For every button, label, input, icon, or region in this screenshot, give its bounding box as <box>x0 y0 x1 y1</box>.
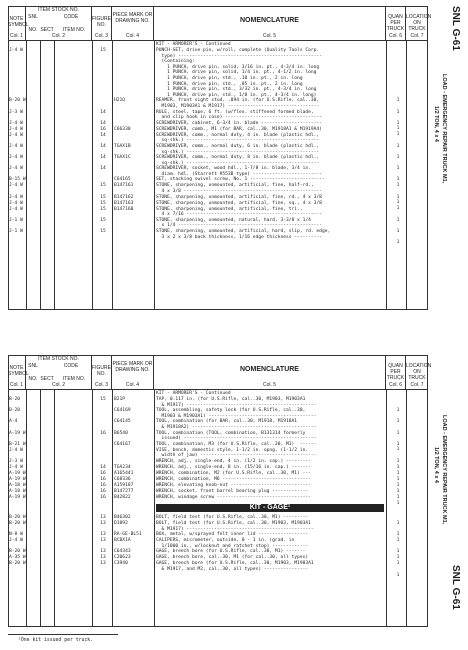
quantity: 1 <box>396 470 400 476</box>
nomenclature: STONE, sharpening, unmounted, artificial, fine, sq., 4 x 3/8 <box>156 200 322 206</box>
header-text: FIGURE NO. <box>92 365 111 377</box>
note-symbol: J-4 W <box>9 132 23 138</box>
quantity: 1 <box>396 430 400 436</box>
quantity: 1 <box>396 537 400 543</box>
figure-number: 13 <box>100 538 106 544</box>
quantity: 1 <box>396 200 400 206</box>
piece-mark: C64165 <box>114 177 131 183</box>
piece-mark: A159187 <box>114 482 134 488</box>
snl-number: SNL G-61 <box>450 6 461 51</box>
col-label: Col. 3 <box>94 382 109 388</box>
side-title-line: LOAD - EMERGENCY REPAIR TRUCK M1, <box>441 74 447 184</box>
nomenclature: WRENCH, socket, front barrel bearing plug ------------- <box>156 488 309 494</box>
header-text: FIGURE NO. <box>92 16 111 28</box>
parts-list <box>8 42 428 246</box>
figure-number: 16 <box>100 470 106 476</box>
quantity: 1 <box>396 183 400 189</box>
nomenclature: SCREWDRIVER, comm., normal duty, 4 in. blade (plastic hdl., sq-shk.) ------------------------------------------------ <box>156 132 320 144</box>
nomenclature: TOOL, assembling, safety lock (for U.S.Rifle, cal..30, M1903 & M1903A1) --------------------------------------- <box>156 408 317 419</box>
nomenclature: WRENCH, adj., single-end, 8 in. (15/16 in. cap.) ------- <box>156 464 311 470</box>
header-text: NO. <box>28 376 38 382</box>
header-text: CODE <box>63 14 79 20</box>
nomenclature: BOLT, field test (for U.S.Rifle, cal..30, M1) --------- <box>156 514 309 520</box>
upper-page <box>8 6 432 310</box>
figure-number: 15 <box>100 206 106 212</box>
quantity: 1 <box>396 572 400 578</box>
header-text: ITEM STOCK NO. <box>38 7 79 13</box>
column-header <box>8 6 432 41</box>
note-symbol: B-20 W <box>9 561 26 567</box>
nomenclature: GAGE, breech bore (for U.S.Rifle, cal..30, M1903, M1903A1 & M1917, and M2, cal..30, all types) ---------------- <box>156 561 314 572</box>
lower-side-title <box>432 355 464 627</box>
col-label: Col. 2 <box>51 33 66 39</box>
col-label: Col. 4 <box>125 382 140 388</box>
piece-mark: D1892 <box>114 520 128 526</box>
nomenclature: VISE, bench, domestic style, 1-1/2 in. opng. (1-1/2 in. width of jaw) ------------------------------------------ <box>156 447 317 459</box>
piece-mark: C66338 <box>114 126 131 132</box>
col-label: Col. 7 <box>410 33 424 39</box>
nomenclature: WRENCH, adj., single-end, 4 in. (1/2 in. cap.) --------- <box>156 458 311 464</box>
nomenclature: SCREWDRIVER, comm., normal duty, 6 in. blade (plastic hdl., sq-shk.) ------------------------------------------------ <box>156 143 320 155</box>
nomenclature: CALIPERS, micrometer, outside, 0 - 1 in. (grad. in 1/1000 in., w/locknut and ratchet stop) ------------- <box>156 538 309 549</box>
figure-number: 14 <box>100 155 106 161</box>
piece-mark: C68336 <box>114 476 131 482</box>
nomenclature: STONE, sharpening, unmounted, artificial, fine, half-rd., 4 x 3/8 -------------------------------------------------- <box>156 183 322 195</box>
piece-mark: B6540 <box>114 430 128 436</box>
figure-number: 16 <box>100 126 106 132</box>
nomenclature: TOOL, combination (TOOL, combination, B131314 formerly issued) ------------------------------------------------ <box>156 430 317 442</box>
footnote: ¹One kit issued per truck. <box>18 638 94 643</box>
figure-number: 15 <box>100 397 106 402</box>
column-header <box>8 355 432 390</box>
nomenclature: STONE, sharpening, unmounted, artificial, fine, tri., 4 x 7/16 ------------------------------------------------- <box>156 206 322 218</box>
col-label: Col. 6 <box>388 382 403 388</box>
figure-number: 16 <box>100 494 106 500</box>
note-symbol: B-20 <box>9 397 21 402</box>
figure-number: 13 <box>100 514 106 520</box>
nomenclature: SCREWDRIVER, comm., normal duty, 8 in. blade (plastic hdl., sq-shk.) ------------------------------------------------ <box>156 155 320 166</box>
header-text: ITEM NO. <box>62 27 86 33</box>
note-symbol: N-8 W <box>9 532 23 538</box>
header-text: PIECE MARK OR DRAWING NO. <box>112 12 153 24</box>
quantity: 1 <box>396 447 400 453</box>
quantity: 1 <box>396 532 400 538</box>
note-symbol: J-4 W <box>9 120 23 126</box>
side-title-line: 1/2 TON, 4 x 4 <box>433 106 439 142</box>
quantity: 1 <box>396 500 400 506</box>
piece-mark: C64145 <box>114 419 131 425</box>
piece-mark: B42822 <box>114 494 131 500</box>
figure-number: 15 <box>100 194 106 200</box>
quantity: 1 <box>396 155 400 161</box>
header-text: NO. <box>28 27 38 33</box>
col-label: Col. 2 <box>51 382 66 388</box>
header-text: QUAN PER TRUCK <box>386 363 405 381</box>
note-symbol: J-4 W <box>9 166 23 172</box>
nomenclature: GAGE, breech bore, cal..30, M1 (for cal..30, all types) <box>156 555 309 561</box>
figure-number: 13 <box>100 532 106 538</box>
note-symbol: J-4 W <box>9 206 23 212</box>
header-text: QUAN PER TRUCK <box>386 14 405 32</box>
quantity: 1 <box>396 520 400 526</box>
nomenclature: TAP, 0.117 in. (for U.S.Rifle, cal..30, M1903, M1903A1 & M1917) ----------------------------------------------- <box>156 397 317 408</box>
note-symbol: J-3 W <box>9 109 23 115</box>
item-stock-header <box>26 6 92 40</box>
piece-mark: B21P <box>114 397 126 402</box>
piece-mark: TGAX1B <box>114 143 131 149</box>
piece-mark: H21Q <box>114 98 126 104</box>
quantity: 1 <box>396 419 400 425</box>
kit-section-banner: KIT - GAGE¹ <box>156 504 384 512</box>
header-text: ITEM STOCK NO. <box>38 356 79 362</box>
footnote-rule <box>8 634 118 635</box>
nomenclature: BOX, metal, w/sprayed felt inner lid ------------------ <box>156 532 309 538</box>
col-label: Col. 4 <box>125 33 140 39</box>
nomenclature: SCREWDRIVER, cabinet, 6-3/4 in. blade ---------------------- <box>156 120 322 126</box>
quantity: 1 <box>396 554 400 560</box>
nomenclature-header <box>154 355 386 389</box>
note-symbol: J-4 W <box>9 200 23 206</box>
quantity: 1 <box>396 143 400 149</box>
figure-number: 14 <box>100 166 106 172</box>
nomenclature: WRENCH, combination, M2 (for U.S.Rifle, cal..30, M1) --- <box>156 470 311 476</box>
quantity: 1 <box>396 476 400 482</box>
col-label: Col. 6 <box>388 33 403 39</box>
quantity: 1 <box>396 408 400 414</box>
figure-number: 14 <box>100 120 106 126</box>
note-symbol: A-19 W <box>9 470 26 476</box>
piece-mark: A165441 <box>114 470 134 476</box>
col-label: Col. 5 <box>262 382 277 388</box>
nomenclature: SCREWDRIVER, comb., M1 (for BAR, cal..30, M1918A1 & M1919A4) <box>156 126 322 132</box>
piece-mark: B46302 <box>114 514 131 520</box>
note-symbol: J-1 W <box>9 217 23 223</box>
item-stock-header <box>26 355 92 389</box>
upper-side-title <box>432 6 464 310</box>
quantity: 1 <box>396 126 400 132</box>
piece-mark: B147160 <box>114 206 134 212</box>
note-symbol-header <box>8 6 29 40</box>
note-symbol: J-4 W <box>9 538 23 544</box>
piece-mark: C64169 <box>114 408 131 414</box>
header-text: LOCATION ON TRUCK <box>406 14 432 32</box>
col-label: Col. 7 <box>410 382 424 388</box>
piece-mark: C20623 <box>114 555 131 561</box>
nomenclature: PUNCH-SET, drive pin, w/roll, complete (Quality Tools Corp. type) ---------------------------------------------------- (Containing: 1 PUNCH, drive pin, solid, 3/16 in. pt., 4-3/4 in. long 1 PUNCH, drive pin, solid, 1/4 in. pt., 4-1/2 in. long 1 PUNCH, drive pin, std., .10 in. pt., 2 in. long 1 PUNCH, drive pin, std., .05 in. pt., 2 in. long 1 PUNCH, drive pin, std., 3/32 in. pt., 4-3/4 in. long 1 PUNCH, drive pin, std., 1/8 in. pt., 4-3/4 in. long) <box>156 48 322 98</box>
note-symbol: A-19 W <box>9 430 26 436</box>
note-symbol: B-20 W <box>9 98 26 104</box>
quantity: 1 <box>396 177 400 183</box>
figure-number: 13 <box>100 555 106 561</box>
figure-number: 14 <box>100 464 106 470</box>
note-symbol: J-4 W <box>9 48 23 53</box>
note-symbol: J-4 W <box>9 126 23 132</box>
quantity: 1 <box>396 109 400 115</box>
quantity-header <box>386 355 406 389</box>
snl-number: SNL G-61 <box>450 565 461 610</box>
note-symbol: J-4 W <box>9 183 23 189</box>
col-label: Col. 1 <box>9 33 24 39</box>
figure-number: 14 <box>100 143 106 149</box>
figure-number: 13 <box>100 561 106 567</box>
quantity: 1 <box>396 488 400 494</box>
note-symbol: J-4 W <box>9 155 23 161</box>
col-label: Col. 5 <box>262 33 277 39</box>
note-symbol: J-4 W <box>9 464 23 470</box>
header-text: LOCATION ON TRUCK <box>406 363 432 381</box>
piece-mark: B147163 <box>114 200 134 206</box>
quantity: 1 <box>396 98 400 104</box>
nomenclature: SET, stacking swivel screw, No. 1 --------------------------- <box>156 177 325 183</box>
figure-number: 13 <box>100 549 106 555</box>
header-text: SECT <box>40 376 54 382</box>
note-symbol: B-20 <box>9 408 21 414</box>
figure-number: 14 <box>100 109 106 115</box>
quantity: 1 <box>396 482 400 488</box>
side-title-line: 1/2 TON, 4 x 4 <box>433 447 439 483</box>
figure-number: 15 <box>100 229 106 235</box>
lower-page <box>8 355 432 627</box>
header-text: SNL <box>28 14 38 20</box>
quantity: 1 <box>396 206 400 212</box>
header-text: SECT <box>40 27 54 33</box>
note-symbol: B-15 W <box>9 177 26 183</box>
note-symbol: J-4 W <box>9 194 23 200</box>
note-symbol: J-3 W <box>9 458 23 464</box>
nomenclature: TOOL, combination, M3 (for U.S.Rifle, cal..30, M1) ------ <box>156 441 317 447</box>
quantity: 1 <box>396 464 400 470</box>
nomenclature: STONE, sharpening, unmounted, natural, hard, 3-3/8 x 1/4 x 1/4 ---------------------------------------------------- <box>156 217 322 229</box>
nomenclature: KIT - ARMORER'S - Continued <box>156 391 231 396</box>
note-symbol: B-20 W <box>9 549 26 555</box>
quantity: 1 <box>396 166 400 172</box>
nomenclature: STONE, sharpening, unmounted, artificial, hard, slip, rd. edge, 3 x 2 x 3/8 back thickness, 1/16 edge thickness ---------- <box>156 229 331 240</box>
note-symbol: J-4 W <box>9 447 23 453</box>
nomenclature: BOLT, field test (for U.S.Rifle, cal..30, M1903, M1903A1 & M1917) ---------------------------------------------- <box>156 520 314 532</box>
header-text: NOTE SYMBOL <box>8 365 29 377</box>
nomenclature: TOOL, combination (for BAR, cal..30, M1918, M1918A1 & M1918A2) --------------------------------------------- <box>156 419 317 430</box>
nomenclature: KIT - ARMORER'S - Continued <box>156 42 231 47</box>
note-symbol: A-19 W <box>9 494 26 500</box>
piece-mark: C64167 <box>114 441 131 447</box>
nomenclature: WRENCH, windage screw ---------------------------------- <box>156 494 311 500</box>
nomenclature-header <box>154 6 386 40</box>
header-text: PIECE MARK OR DRAWING NO. <box>112 361 153 373</box>
figure-number: 15 <box>100 48 106 53</box>
quantity: 1 <box>396 494 400 500</box>
nomenclature: SCREWDRIVER, socket, wood hdl., 1-7/8 in. blade, 3/4 in. diam. hdl. (Starrett #553B type) ------------------------- <box>156 166 322 177</box>
piece-mark: TGAX1C <box>114 155 131 161</box>
header-text: ITEM NO. <box>62 376 86 382</box>
header-text: NOTE SYMBOL <box>8 16 29 28</box>
figure-number: 16 <box>100 482 106 488</box>
piece-mark: BCBX1A <box>114 538 131 544</box>
note-symbol: A-18 W <box>9 482 26 488</box>
side-title-line: LOAD - EMERGENCY REPAIR TRUCK M1, <box>441 415 447 525</box>
quantity: 1 <box>396 217 400 223</box>
piece-mark: B147161 <box>114 183 134 189</box>
header-text: NOMENCLATURE <box>240 17 299 24</box>
piece-mark-header <box>112 355 154 389</box>
figure-number: 14 <box>100 132 106 138</box>
quantity: 1 <box>396 229 400 235</box>
table-row <box>8 561 428 578</box>
piece-mark-header <box>112 6 154 40</box>
piece-mark: TGA234 <box>114 464 131 470</box>
figure-number: 13 <box>100 520 106 526</box>
quantity: 1 <box>396 549 400 555</box>
col-label: Col. 1 <box>9 382 24 388</box>
figure-number: 16 <box>100 488 106 494</box>
header-text: SNL <box>28 363 38 369</box>
note-symbol: J-4 W <box>9 143 23 149</box>
figure-number: 16 <box>100 476 106 482</box>
figure-number: 15 <box>100 217 106 223</box>
quantity: 1 <box>396 132 400 138</box>
note-symbol: J-1 W <box>9 229 23 235</box>
nomenclature: WRENCH, combination, M6 -------------------------------- <box>156 476 311 482</box>
location-header <box>406 355 432 389</box>
note-symbol-header <box>8 355 29 389</box>
piece-mark: B147162 <box>114 194 134 200</box>
note-symbol: B-20 W <box>9 520 26 526</box>
table-row <box>8 494 428 506</box>
note-symbol: A-18 W <box>9 488 26 494</box>
parts-list <box>8 391 428 578</box>
note-symbol: B-20 W <box>9 514 26 520</box>
nomenclature: RULE, steel, tape, 6 ft. (w/flex. stiffened formed blade, and clip hook in case) ----------------------------------- <box>156 109 322 121</box>
figure-number: 15 <box>100 183 106 189</box>
quantity: 1 <box>396 458 400 464</box>
figure-number: 16 <box>100 430 106 436</box>
nomenclature: STONE, sharpening, unmounted, artificial, fine, rd., 4 x 3/8 <box>156 194 322 200</box>
piece-mark: C64343 <box>114 549 131 555</box>
nomenclature: REAMER, front sight stud, .094 in. (for U.S.Rifle, cal..30, M1903, M1903A1 & M1917) --------------------------------- <box>156 98 320 109</box>
header-text: NOMENCLATURE <box>240 366 299 373</box>
quantity: 1 <box>396 240 400 246</box>
note-symbol: B-21 W <box>9 441 26 447</box>
header-text: CODE <box>63 363 79 369</box>
note-symbol: A-35 W <box>9 555 26 561</box>
piece-mark: C3940 <box>114 561 128 567</box>
note-symbol: A-4 <box>9 419 18 425</box>
piece-mark: RA-GE-BL51 <box>114 532 142 538</box>
quantity: 1 <box>396 194 400 200</box>
figure-header <box>92 6 112 40</box>
nomenclature: GAGE, breech bore (for U.S.Rifle, cal..30, M1) ------- <box>156 549 306 555</box>
quantity-header <box>386 6 406 40</box>
quantity: 1 <box>396 441 400 447</box>
figure-header <box>92 355 112 389</box>
col-label: Col. 3 <box>94 33 109 39</box>
quantity: 1 <box>396 560 400 566</box>
quantity: 1 <box>396 120 400 126</box>
nomenclature: WRENCH, elevating knob-nut ----------------------------- <box>156 482 311 488</box>
location-header <box>406 6 432 40</box>
table-row <box>8 229 428 246</box>
note-symbol: A-19 W <box>9 476 26 482</box>
piece-mark: B147277 <box>114 488 134 494</box>
figure-number: 15 <box>100 200 106 206</box>
